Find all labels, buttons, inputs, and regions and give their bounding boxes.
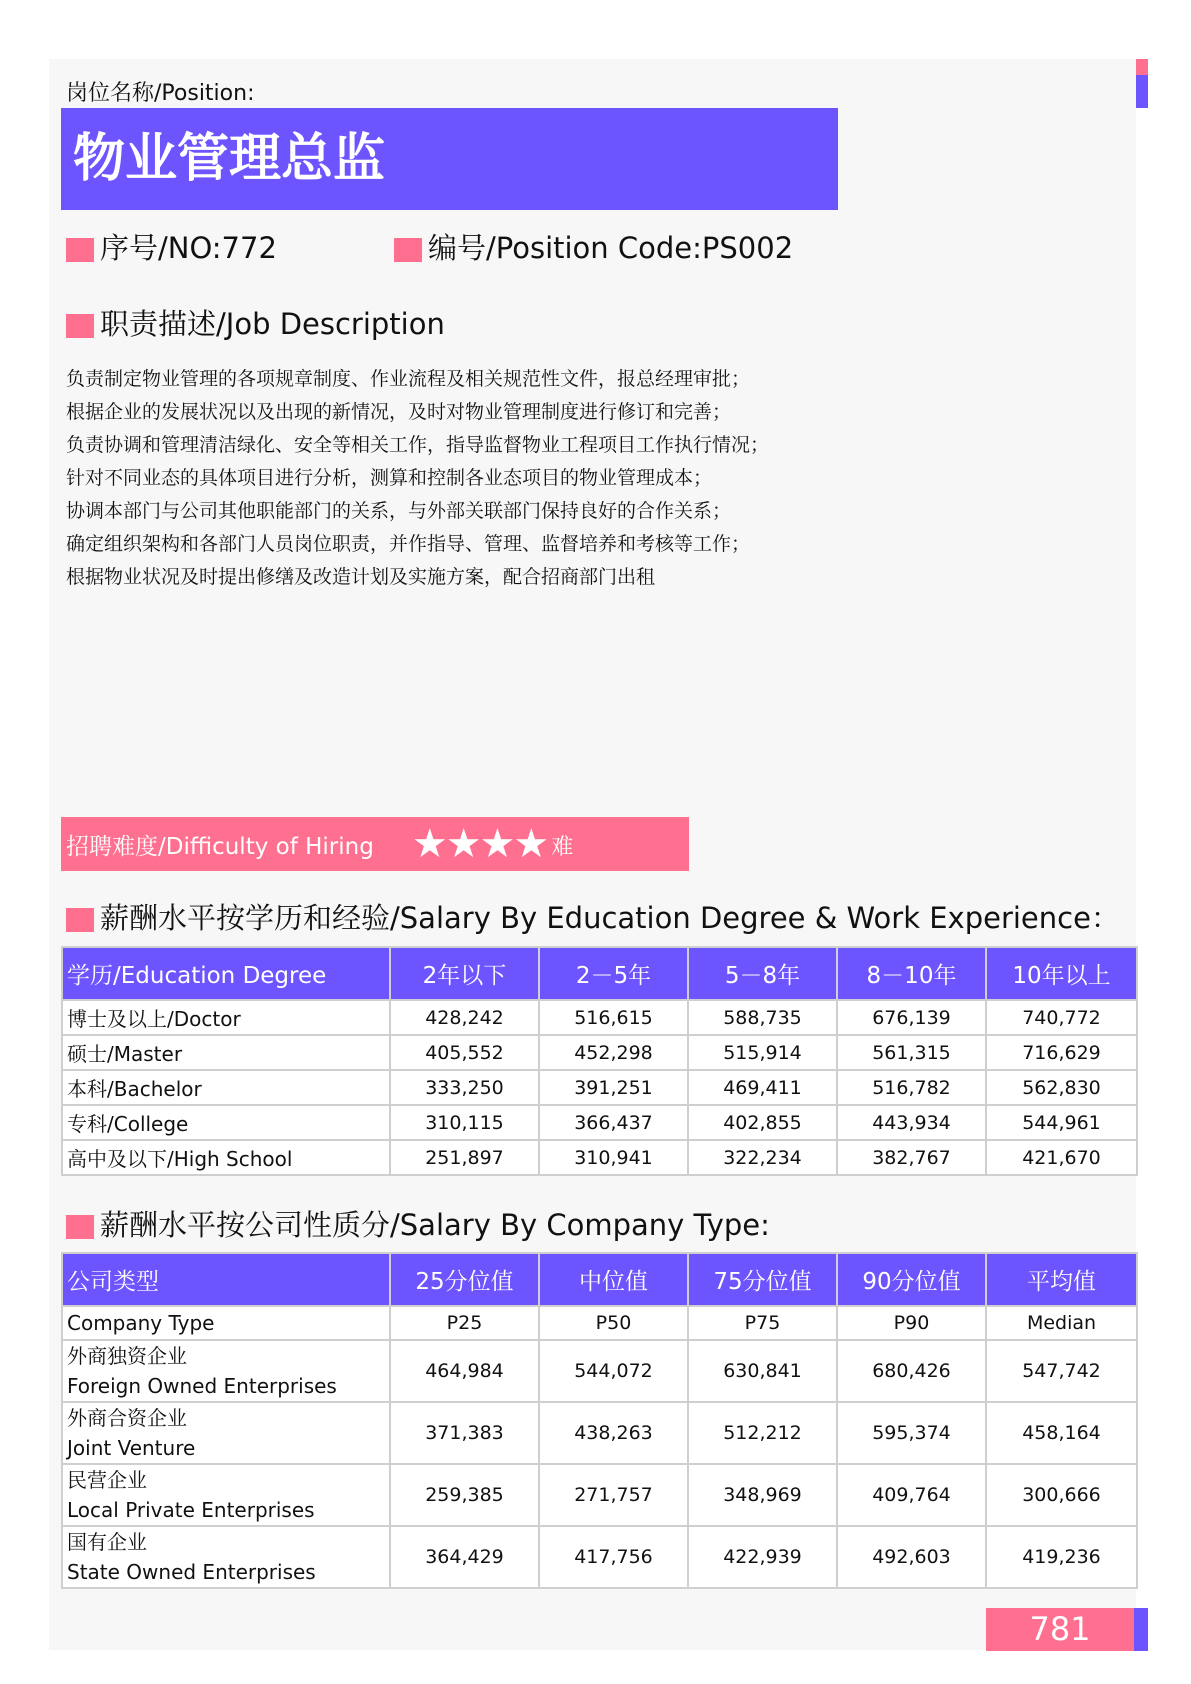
salary-education-heading	[66, 900, 1120, 936]
subheader-cell: P50	[539, 1306, 688, 1340]
table-cell: 310,115	[390, 1105, 539, 1140]
row-label: 博士及以上/Doctor	[62, 1000, 390, 1035]
table-cell: 740,772	[986, 1000, 1137, 1035]
table-cell: 680,426	[837, 1340, 986, 1402]
table-cell: 544,072	[539, 1340, 688, 1402]
corner-accent-pink	[1136, 59, 1148, 75]
table-row	[62, 1402, 1137, 1464]
table-cell: 364,429	[390, 1526, 539, 1588]
position-number-text: 序号/NO:772	[100, 231, 277, 265]
column-header: 中位值	[539, 1253, 688, 1306]
row-label	[62, 1464, 390, 1526]
table-cell: 322,234	[688, 1140, 837, 1175]
column-header: 2－5年	[539, 947, 688, 1000]
column-header: 10年以上	[986, 947, 1137, 1000]
table-row	[62, 1526, 1137, 1588]
subheader-cell: P75	[688, 1306, 837, 1340]
position-code-text: 编号/Position Code:PS002	[428, 231, 794, 265]
company-type-zh: 外商合资企业	[67, 1406, 187, 1430]
subheader-cell: P90	[837, 1306, 986, 1340]
table-row	[62, 1070, 1137, 1105]
job-description-heading	[66, 306, 445, 342]
column-header: 2年以下	[390, 947, 539, 1000]
job-description-line: 针对不同业态的具体项目进行分析，测算和控制各业态项目的物业管理成本；	[66, 467, 713, 489]
table-cell: 438,263	[539, 1402, 688, 1464]
job-description-line: 根据企业的发展状况以及出现的新情况，及时对物业管理制度进行修订和完善；	[66, 401, 732, 423]
table-cell: 366,437	[539, 1105, 688, 1140]
table-cell: 516,782	[837, 1070, 986, 1105]
table-cell: 300,666	[986, 1464, 1137, 1526]
page-number: 781	[986, 1608, 1134, 1651]
position-label: 岗位名称/Position:	[66, 81, 255, 106]
row-label: 高中及以下/High School	[62, 1140, 390, 1175]
table-header-row	[62, 947, 1137, 1000]
column-header: 5－8年	[688, 947, 837, 1000]
table-cell: 630,841	[688, 1340, 837, 1402]
hiring-difficulty-bar	[61, 817, 689, 871]
column-header: 公司类型	[62, 1253, 390, 1306]
table-cell: 458,164	[986, 1402, 1137, 1464]
corner-accent-purple	[1136, 75, 1148, 108]
table-cell: 259,385	[390, 1464, 539, 1526]
table-cell: 561,315	[837, 1035, 986, 1070]
table-cell: 516,615	[539, 1000, 688, 1035]
table-cell: 544,961	[986, 1105, 1137, 1140]
table-row	[62, 1140, 1137, 1175]
salary-company-heading	[66, 1207, 770, 1243]
table-row	[62, 1000, 1137, 1035]
table-cell: 382,767	[837, 1140, 986, 1175]
job-description-line: 负责制定物业管理的各项规章制度、作业流程及相关规范性文件，报总经理审批；	[66, 368, 751, 390]
job-description-line: 负责协调和管理清洁绿化、安全等相关工作，指导监督物业工程项目工作执行情况；	[66, 434, 770, 456]
row-label: 本科/Bachelor	[62, 1070, 390, 1105]
subheader-cell: Median	[986, 1306, 1137, 1340]
column-header: 90分位值	[837, 1253, 986, 1306]
table-cell: 716,629	[986, 1035, 1137, 1070]
job-description-line: 根据物业状况及时提出修缮及改造计划及实施方案，配合招商部门出租	[66, 566, 656, 588]
table-cell: 348,969	[688, 1464, 837, 1526]
company-type-en: Local Private Enterprises	[67, 1498, 315, 1522]
job-description-list	[66, 363, 866, 594]
row-label: 硕士/Master	[62, 1035, 390, 1070]
table-row	[62, 1105, 1137, 1140]
table-cell: 443,934	[837, 1105, 986, 1140]
hiring-difficulty-label: 招聘难度/Difficulty of Hiring	[66, 834, 374, 860]
column-header: 8－10年	[837, 947, 986, 1000]
square-bullet-icon	[66, 238, 94, 262]
company-type-zh: 民营企业	[67, 1468, 147, 1492]
table-cell: 676,139	[837, 1000, 986, 1035]
subheader-cell: P25	[390, 1306, 539, 1340]
square-bullet-icon	[66, 1215, 94, 1239]
table-cell: 391,251	[539, 1070, 688, 1105]
table-cell: 419,236	[986, 1526, 1137, 1588]
table-cell: 417,756	[539, 1526, 688, 1588]
table-cell: 405,552	[390, 1035, 539, 1070]
table-cell: 251,897	[390, 1140, 539, 1175]
table-header-row	[62, 1253, 1137, 1306]
hiring-difficulty-level: 难	[551, 835, 574, 860]
table-cell: 271,757	[539, 1464, 688, 1526]
salary-education-table	[61, 946, 1138, 1176]
table-subheader-row	[62, 1306, 1137, 1340]
page-number-accent	[1134, 1608, 1148, 1651]
square-bullet-icon	[66, 908, 94, 932]
row-label: 专科/College	[62, 1105, 390, 1140]
square-bullet-icon	[394, 238, 422, 262]
table-cell: 428,242	[390, 1000, 539, 1035]
company-type-en: Joint Venture	[67, 1436, 196, 1460]
salary-company-heading-text: 薪酬水平按公司性质分/Salary By Company Type:	[100, 1208, 770, 1242]
row-label	[62, 1526, 390, 1588]
company-type-zh: 国有企业	[67, 1530, 147, 1554]
table-cell: 469,411	[688, 1070, 837, 1105]
table-cell: 588,735	[688, 1000, 837, 1035]
star-rating-icon: ★★★★	[411, 821, 548, 867]
table-cell: 515,914	[688, 1035, 837, 1070]
table-row	[62, 1340, 1137, 1402]
table-cell: 547,742	[986, 1340, 1137, 1402]
table-cell: 371,383	[390, 1402, 539, 1464]
table-cell: 562,830	[986, 1070, 1137, 1105]
position-number	[66, 230, 277, 266]
column-header: 学历/Education Degree	[62, 947, 390, 1000]
salary-company-table	[61, 1252, 1138, 1589]
column-header: 平均值	[986, 1253, 1137, 1306]
column-header: 75分位值	[688, 1253, 837, 1306]
column-header: 25分位值	[390, 1253, 539, 1306]
table-row	[62, 1035, 1137, 1070]
square-bullet-icon	[66, 314, 94, 338]
table-row	[62, 1464, 1137, 1526]
table-cell: 421,670	[986, 1140, 1137, 1175]
table-cell: 310,941	[539, 1140, 688, 1175]
company-type-en: Foreign Owned Enterprises	[67, 1374, 337, 1398]
table-cell: 452,298	[539, 1035, 688, 1070]
table-cell: 492,603	[837, 1526, 986, 1588]
company-type-zh: 外商独资企业	[67, 1344, 187, 1368]
company-type-en: State Owned Enterprises	[67, 1560, 316, 1584]
position-title: 物业管理总监	[61, 108, 838, 210]
table-cell: 409,764	[837, 1464, 986, 1526]
table-cell: 333,250	[390, 1070, 539, 1105]
table-cell: 402,855	[688, 1105, 837, 1140]
row-label	[62, 1402, 390, 1464]
table-cell: 595,374	[837, 1402, 986, 1464]
subheader-cell: Company Type	[62, 1306, 390, 1340]
row-label	[62, 1340, 390, 1402]
job-description-line: 确定组织架构和各部门人员岗位职责，并作指导、管理、监督培养和考核等工作；	[66, 533, 751, 555]
position-code	[394, 230, 793, 266]
salary-education-heading-text: 薪酬水平按学历和经验/Salary By Education Degree & Work Experience：	[100, 901, 1120, 935]
table-cell: 512,212	[688, 1402, 837, 1464]
table-cell: 422,939	[688, 1526, 837, 1588]
table-cell: 464,984	[390, 1340, 539, 1402]
job-description-heading-text: 职责描述/Job Description	[100, 307, 445, 341]
job-description-line: 协调本部门与公司其他职能部门的关系，与外部关联部门保持良好的合作关系；	[66, 500, 732, 522]
